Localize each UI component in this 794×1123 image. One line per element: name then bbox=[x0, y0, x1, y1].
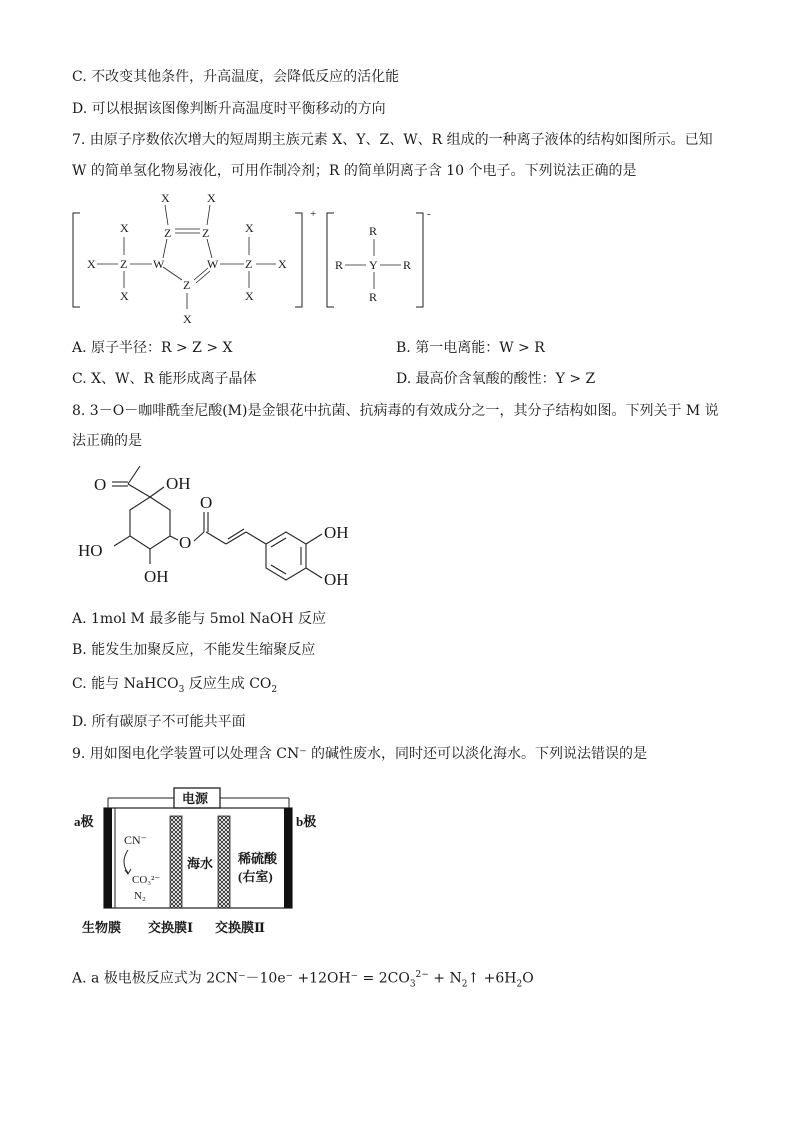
atom-y: Y bbox=[369, 258, 378, 272]
atom-x: X bbox=[120, 289, 129, 303]
subscript: 2 bbox=[461, 979, 468, 990]
q7-stem-line2: W 的简单氢化物易液化，可用作制冷剂；R 的简单阴离子含 10 个电子。下列说法正确的是 bbox=[72, 163, 637, 179]
atom-z: Z bbox=[164, 226, 172, 240]
anion-charge: - bbox=[427, 208, 431, 220]
atom-z: Z bbox=[245, 257, 253, 271]
atom-x: X bbox=[161, 191, 170, 205]
seawater-label: 海水 bbox=[187, 856, 214, 871]
q9-option-a bbox=[72, 966, 534, 993]
atom-oh: OH bbox=[144, 567, 169, 586]
power-label: 电源 bbox=[182, 791, 209, 806]
atom-x: X bbox=[278, 257, 287, 271]
atom-r: R bbox=[369, 290, 378, 304]
subscript: 2 bbox=[271, 684, 278, 695]
atom-oh: OH bbox=[166, 474, 191, 493]
q8-option-c bbox=[72, 675, 277, 699]
q9-electrochemical-cell bbox=[70, 778, 330, 943]
q9-option-a-text: + N bbox=[428, 970, 462, 987]
atom-ho: HO bbox=[78, 541, 103, 560]
n2-label: N₂ bbox=[134, 890, 146, 902]
superscript: 2− bbox=[415, 970, 429, 980]
b-pole-label: b极 bbox=[296, 814, 317, 829]
atom-r: R bbox=[369, 224, 378, 238]
exchange-membrane-2 bbox=[218, 816, 230, 908]
q8-option-a: A. 1mol M 最多能与 5mol NaOH 反应 bbox=[72, 611, 327, 627]
membrane-2-label: 交换膜Ⅱ bbox=[215, 920, 265, 935]
subscript: 3 bbox=[178, 684, 185, 695]
cation-charge: + bbox=[310, 208, 317, 220]
subscript: 3 bbox=[409, 979, 416, 990]
atom-w: W bbox=[153, 257, 165, 271]
a-pole-label: a极 bbox=[74, 814, 94, 829]
option-c-prev-question: C. 不改变其他条件，升高温度，会降低反应的活化能 bbox=[72, 69, 400, 85]
q8-option-c-text: C. 能与 NaHCO bbox=[72, 676, 179, 692]
option-d-prev-question: D. 可以根据该图像判断升高温度时平衡移动的方向 bbox=[72, 101, 386, 117]
q9-option-a-text: +6H bbox=[479, 970, 517, 987]
q7-ionic-liquid-structure bbox=[60, 185, 450, 330]
q9-option-a-text: O bbox=[522, 970, 534, 987]
atom-w: W bbox=[207, 257, 219, 271]
atom-x: X bbox=[207, 191, 216, 205]
exchange-membrane-1 bbox=[170, 816, 182, 908]
atom-x: X bbox=[87, 257, 96, 271]
co3-label: CO₃²⁻ bbox=[132, 874, 161, 886]
atom-r: R bbox=[403, 258, 412, 272]
atom-o: O bbox=[179, 533, 192, 552]
atom-r: R bbox=[335, 258, 344, 272]
atom-z: Z bbox=[202, 226, 210, 240]
atom-o: O bbox=[200, 493, 213, 512]
q8-stem-line1: 8. 3－O－咖啡酰奎尼酸(M)是金银花中抗菌、抗病毒的有效成分之一，其分子结构如图。下列关于 M 说 bbox=[72, 403, 719, 419]
a-electrode bbox=[104, 808, 112, 908]
q8-option-d: D. 所有碳原子不可能共平面 bbox=[72, 714, 246, 730]
q9-option-a-text: A. a 极电极反应式为 2CN⁻－10e⁻ +12OH⁻ = 2CO bbox=[72, 970, 410, 987]
right-chamber-label: (右室) bbox=[238, 869, 273, 884]
q8-option-b: B. 能发生加聚反应，不能发生缩聚反应 bbox=[72, 642, 316, 658]
gas-arrow: ↑ bbox=[467, 970, 480, 987]
atom-oh: OH bbox=[324, 523, 349, 542]
cn-label: CN⁻ bbox=[124, 833, 148, 847]
atom-z: Z bbox=[183, 278, 191, 292]
q7-option-a: A. 原子半径：R > Z > X bbox=[72, 340, 233, 356]
q8-molecule-structure bbox=[70, 458, 370, 598]
atom-x: X bbox=[245, 221, 254, 235]
b-electrode bbox=[284, 808, 292, 908]
subscript: 2 bbox=[516, 979, 523, 990]
q7-option-b: B. 第一电离能：W > R bbox=[396, 340, 545, 356]
atom-o: O bbox=[94, 475, 107, 494]
q8-stem-line2: 法正确的是 bbox=[72, 433, 142, 449]
q7-option-c: C. X、W、R 能形成离子晶体 bbox=[72, 371, 257, 387]
membrane-1-label: 交换膜Ⅰ bbox=[148, 920, 194, 935]
atom-x: X bbox=[120, 221, 129, 235]
q8-option-c-text: 反应生成 CO bbox=[184, 676, 272, 692]
q9-stem-line1: 9. 用如图电化学装置可以处理含 CN⁻ 的碱性废水，同时还可以淡化海水。下列说法错误的是 bbox=[72, 746, 648, 762]
q7-stem-line1: 7. 由原子序数依次增大的短周期主族元素 X、Y、Z、W、R 组成的一种离子液体的结构如图所示。已知 bbox=[72, 132, 713, 148]
atom-x: X bbox=[183, 312, 192, 326]
atom-oh: OH bbox=[324, 570, 349, 589]
bio-membrane-label: 生物膜 bbox=[82, 920, 122, 935]
atom-x: X bbox=[245, 289, 254, 303]
acid-label: 稀硫酸 bbox=[238, 851, 278, 866]
atom-z: Z bbox=[120, 257, 128, 271]
q7-option-d: D. 最高价含氧酸的酸性：Y > Z bbox=[396, 371, 596, 387]
